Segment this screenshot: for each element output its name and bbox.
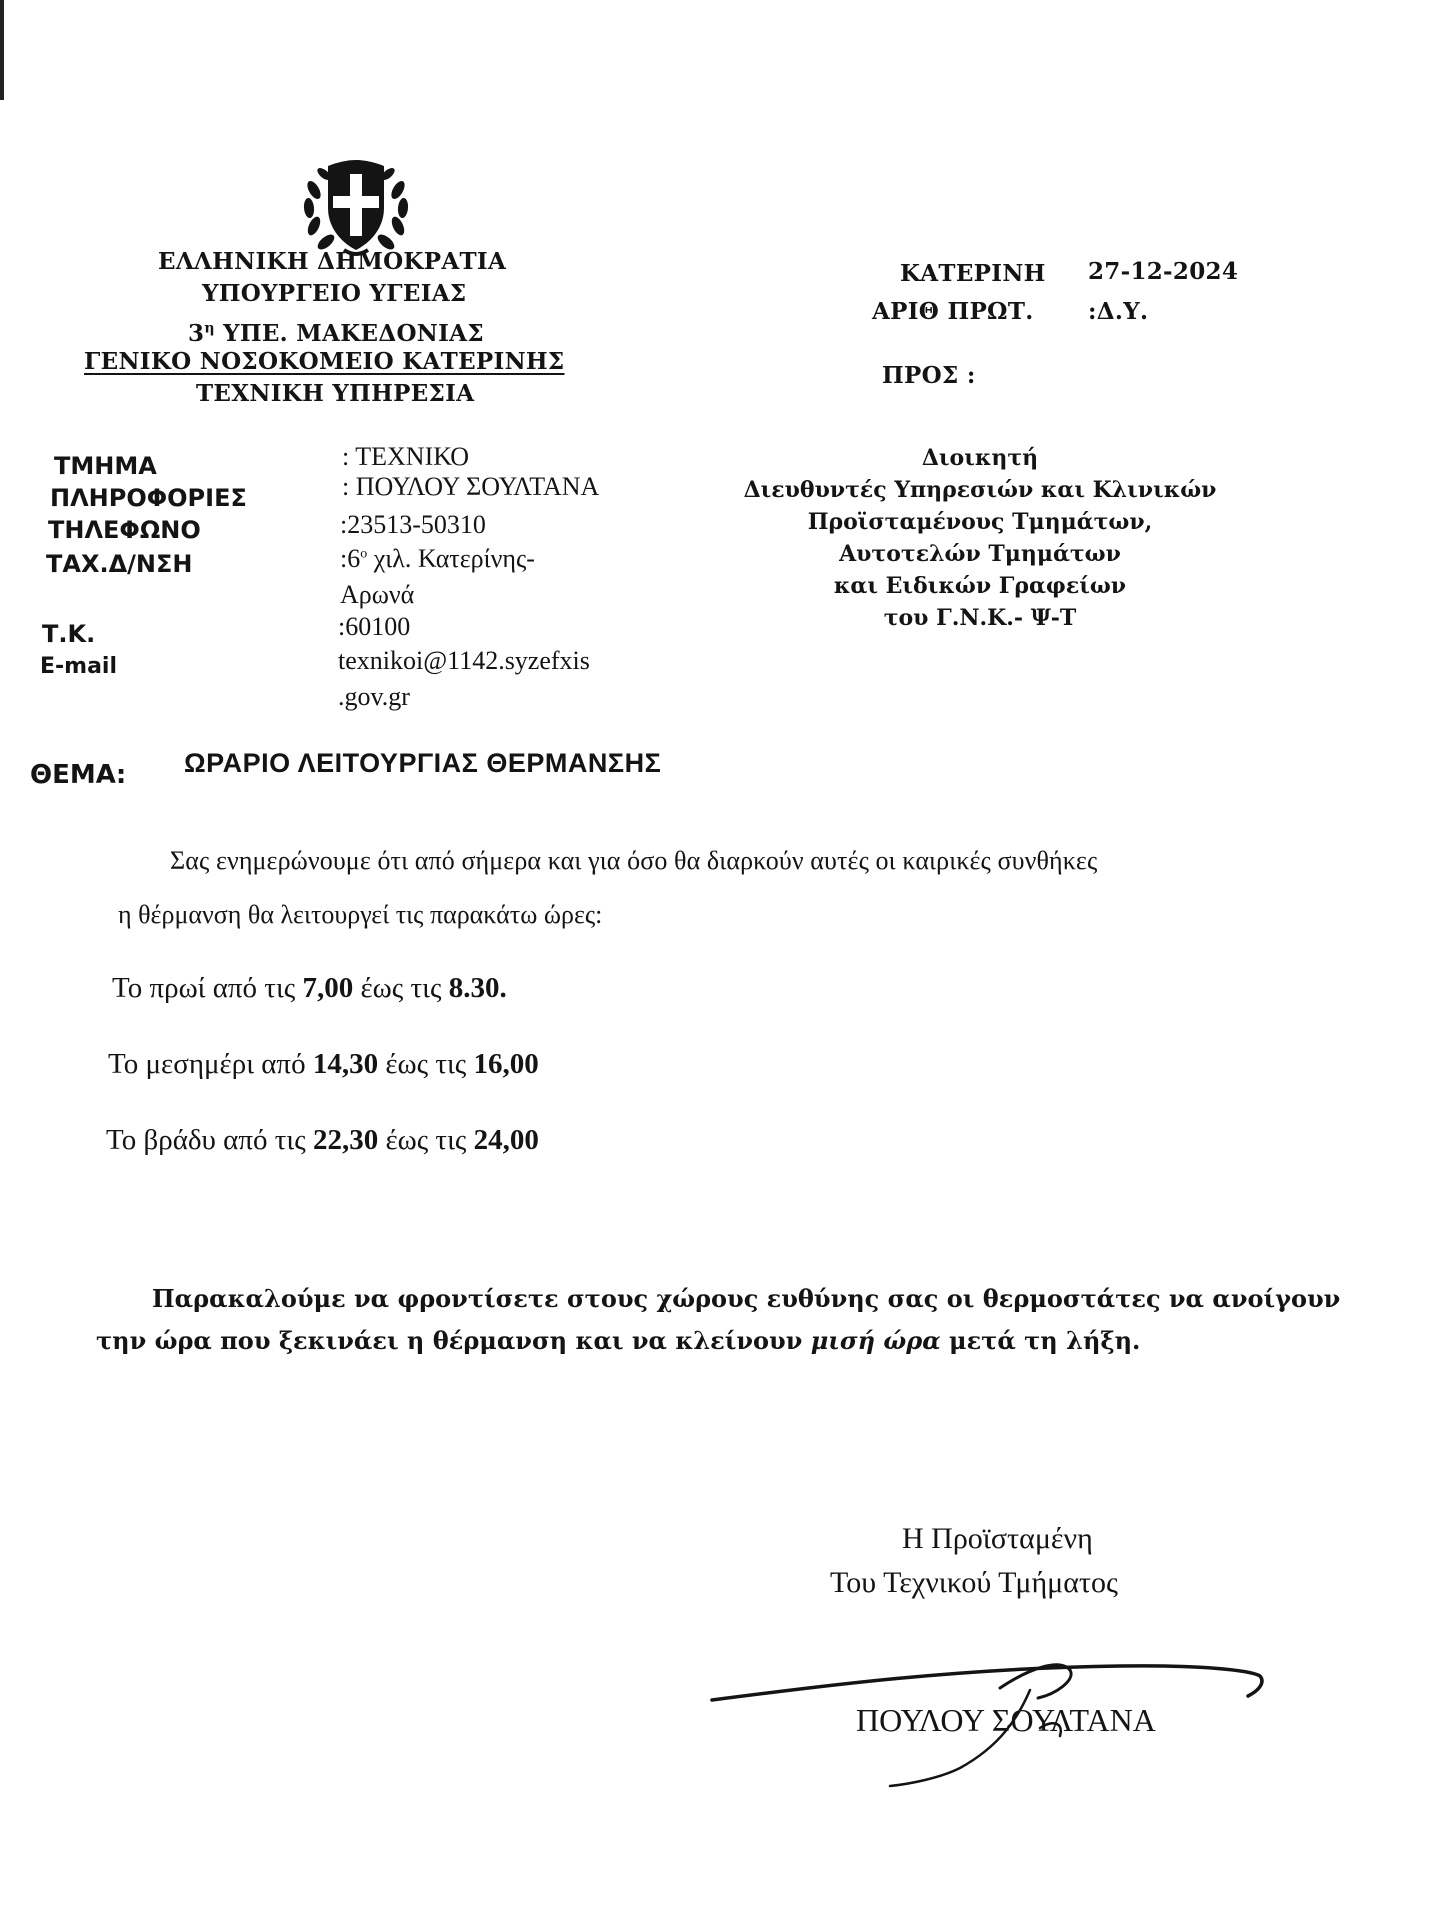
request-line-2-emphasis: μισή ώρα (810, 1326, 941, 1355)
address-value-sup: ο (360, 546, 368, 562)
header-line-republic: ΕΛΛΗΝΙΚΗ ΔΗΜΟΚΡΑΤΙΑ (158, 248, 507, 275)
recipient-line: Διοικητή (921, 445, 1039, 471)
address-label: ΤΑΧ.Δ/ΝΣΗ (46, 550, 193, 578)
recipient-line: Προϊσταμένους Τμημάτων, (807, 509, 1153, 535)
address-value-prefix: :6 (340, 544, 361, 573)
date-value: 27-12-2024 (1088, 258, 1239, 285)
scan-edge (0, 0, 4, 100)
schedule-evening (106, 1124, 539, 1157)
header-line-health-region-sup: η (204, 320, 215, 337)
signature-title-2: Του Τεχνικού Τμήματος (830, 1566, 1118, 1599)
schedule-middle: έως τις (378, 1048, 474, 1080)
header-line-health-region (188, 320, 484, 347)
schedule-start: 14,30 (312, 1048, 379, 1080)
schedule-noon (108, 1048, 539, 1081)
header-line-hospital: ΓΕΝΙΚΟ ΝΟΣΟΚΟΜΕΙΟ ΚΑΤΕΡΙΝΗΣ (84, 348, 565, 375)
recipient-line: Διευθυντές Υπηρεσιών και Κλινικών (743, 477, 1217, 503)
schedule-middle: έως τις (353, 972, 449, 1004)
address-value (340, 544, 535, 574)
request-line-2-start: την ώρα που ξεκινάει η θέρμανση και να κλείνουν (96, 1326, 811, 1355)
schedule-end: 24,00 (473, 1124, 539, 1156)
request-line-1: Παρακαλούμε να φροντίσετε στους χώρους ευθύνης σας οι θερμοστάτες να ανοίγουν (152, 1284, 1341, 1313)
header-line-technical-service: ΤΕΧΝΙΚΗ ΥΠΗΡΕΣΙΑ (196, 380, 475, 407)
recipient-line: του Γ.Ν.Κ.- Ψ-Τ (883, 605, 1077, 631)
recipient-line: Αυτοτελών Τμημάτων (839, 541, 1121, 567)
dept-label: ΤΜΗΜΑ (54, 452, 157, 480)
schedule-start: 22,30 (312, 1124, 379, 1156)
postal-value: :60100 (338, 612, 411, 641)
subject-label: ΘΕΜΑ: (30, 760, 127, 790)
header-line-health-region-rest: ΥΠΕ. ΜΑΚΕΔΟΝΙΑΣ (214, 320, 484, 347)
protocol-value: :Δ.Υ. (1088, 298, 1149, 325)
phone-label: ΤΗΛΕΦΩΝΟ (48, 516, 201, 544)
address-value-line2: Αρωνά (340, 580, 415, 609)
request-line-2 (96, 1326, 1140, 1355)
header-line-ministry: ΥΠΟΥΡΓΕΙΟ ΥΓΕΙΑΣ (202, 280, 467, 307)
schedule-middle: έως τις (378, 1124, 474, 1156)
recipient-line: και Ειδικών Γραφείων (833, 573, 1127, 599)
subject-text: ΩΡΑΡΙΟ ΛΕΙΤΟΥΡΓΙΑΣ ΘΕΡΜΑΝΣΗΣ (184, 748, 662, 778)
schedule-end: 16,00 (473, 1048, 539, 1080)
signature-title-1: Η Προϊσταμένη (902, 1522, 1093, 1555)
postal-label: Τ.Κ. (42, 620, 96, 648)
schedule-end: 8.30. (448, 972, 507, 1004)
schedule-prefix: Το πρωί από τις (112, 972, 303, 1004)
recipients-block (700, 442, 1260, 634)
schedule-prefix: Το μεσημέρι από (108, 1048, 313, 1080)
signature-name: ΠΟΥΛΟΥ ΣΟΥΛΤΑΝΑ (856, 1702, 1156, 1738)
body-line-2: η θέρμανση θα λειτουργεί τις παρακάτω ώρες: (118, 900, 603, 929)
email-value-line2: .gov.gr (338, 682, 410, 711)
body-line-1: Σας ενημερώνουμε ότι από σήμερα και για όσο θα διαρκούν αυτές οι καιρικές συνθήκες (170, 846, 1098, 875)
phone-value: :23513-50310 (340, 510, 486, 539)
schedule-start: 7,00 (302, 972, 354, 1004)
coat-of-arms-emblem (300, 150, 412, 262)
to-label: ΠΡΟΣ : (882, 362, 976, 389)
email-value-line1: texnikoi@1142.syzefxis (338, 646, 590, 675)
contact-label: ΠΛΗΡΟΦΟΡΙΕΣ (50, 484, 247, 512)
request-line-2-end: μετά τη λήξη. (940, 1326, 1141, 1355)
address-value-rest: χιλ. Κατερίνης- (367, 544, 535, 573)
header-line-health-region-num: 3 (188, 320, 205, 347)
schedule-prefix: Το βράδυ από τις (106, 1124, 313, 1156)
date-place: ΚΑΤΕΡΙΝΗ (900, 260, 1046, 287)
email-label: E-mail (40, 654, 118, 679)
contact-value: : ΠΟΥΛΟΥ ΣΟΥΛΤΑΝΑ (342, 472, 600, 501)
schedule-morning (112, 972, 507, 1005)
protocol-label: ΑΡΙΘ ΠΡΩΤ. (872, 298, 1034, 325)
dept-value: : ΤΕΧΝΙΚΟ (342, 442, 469, 471)
